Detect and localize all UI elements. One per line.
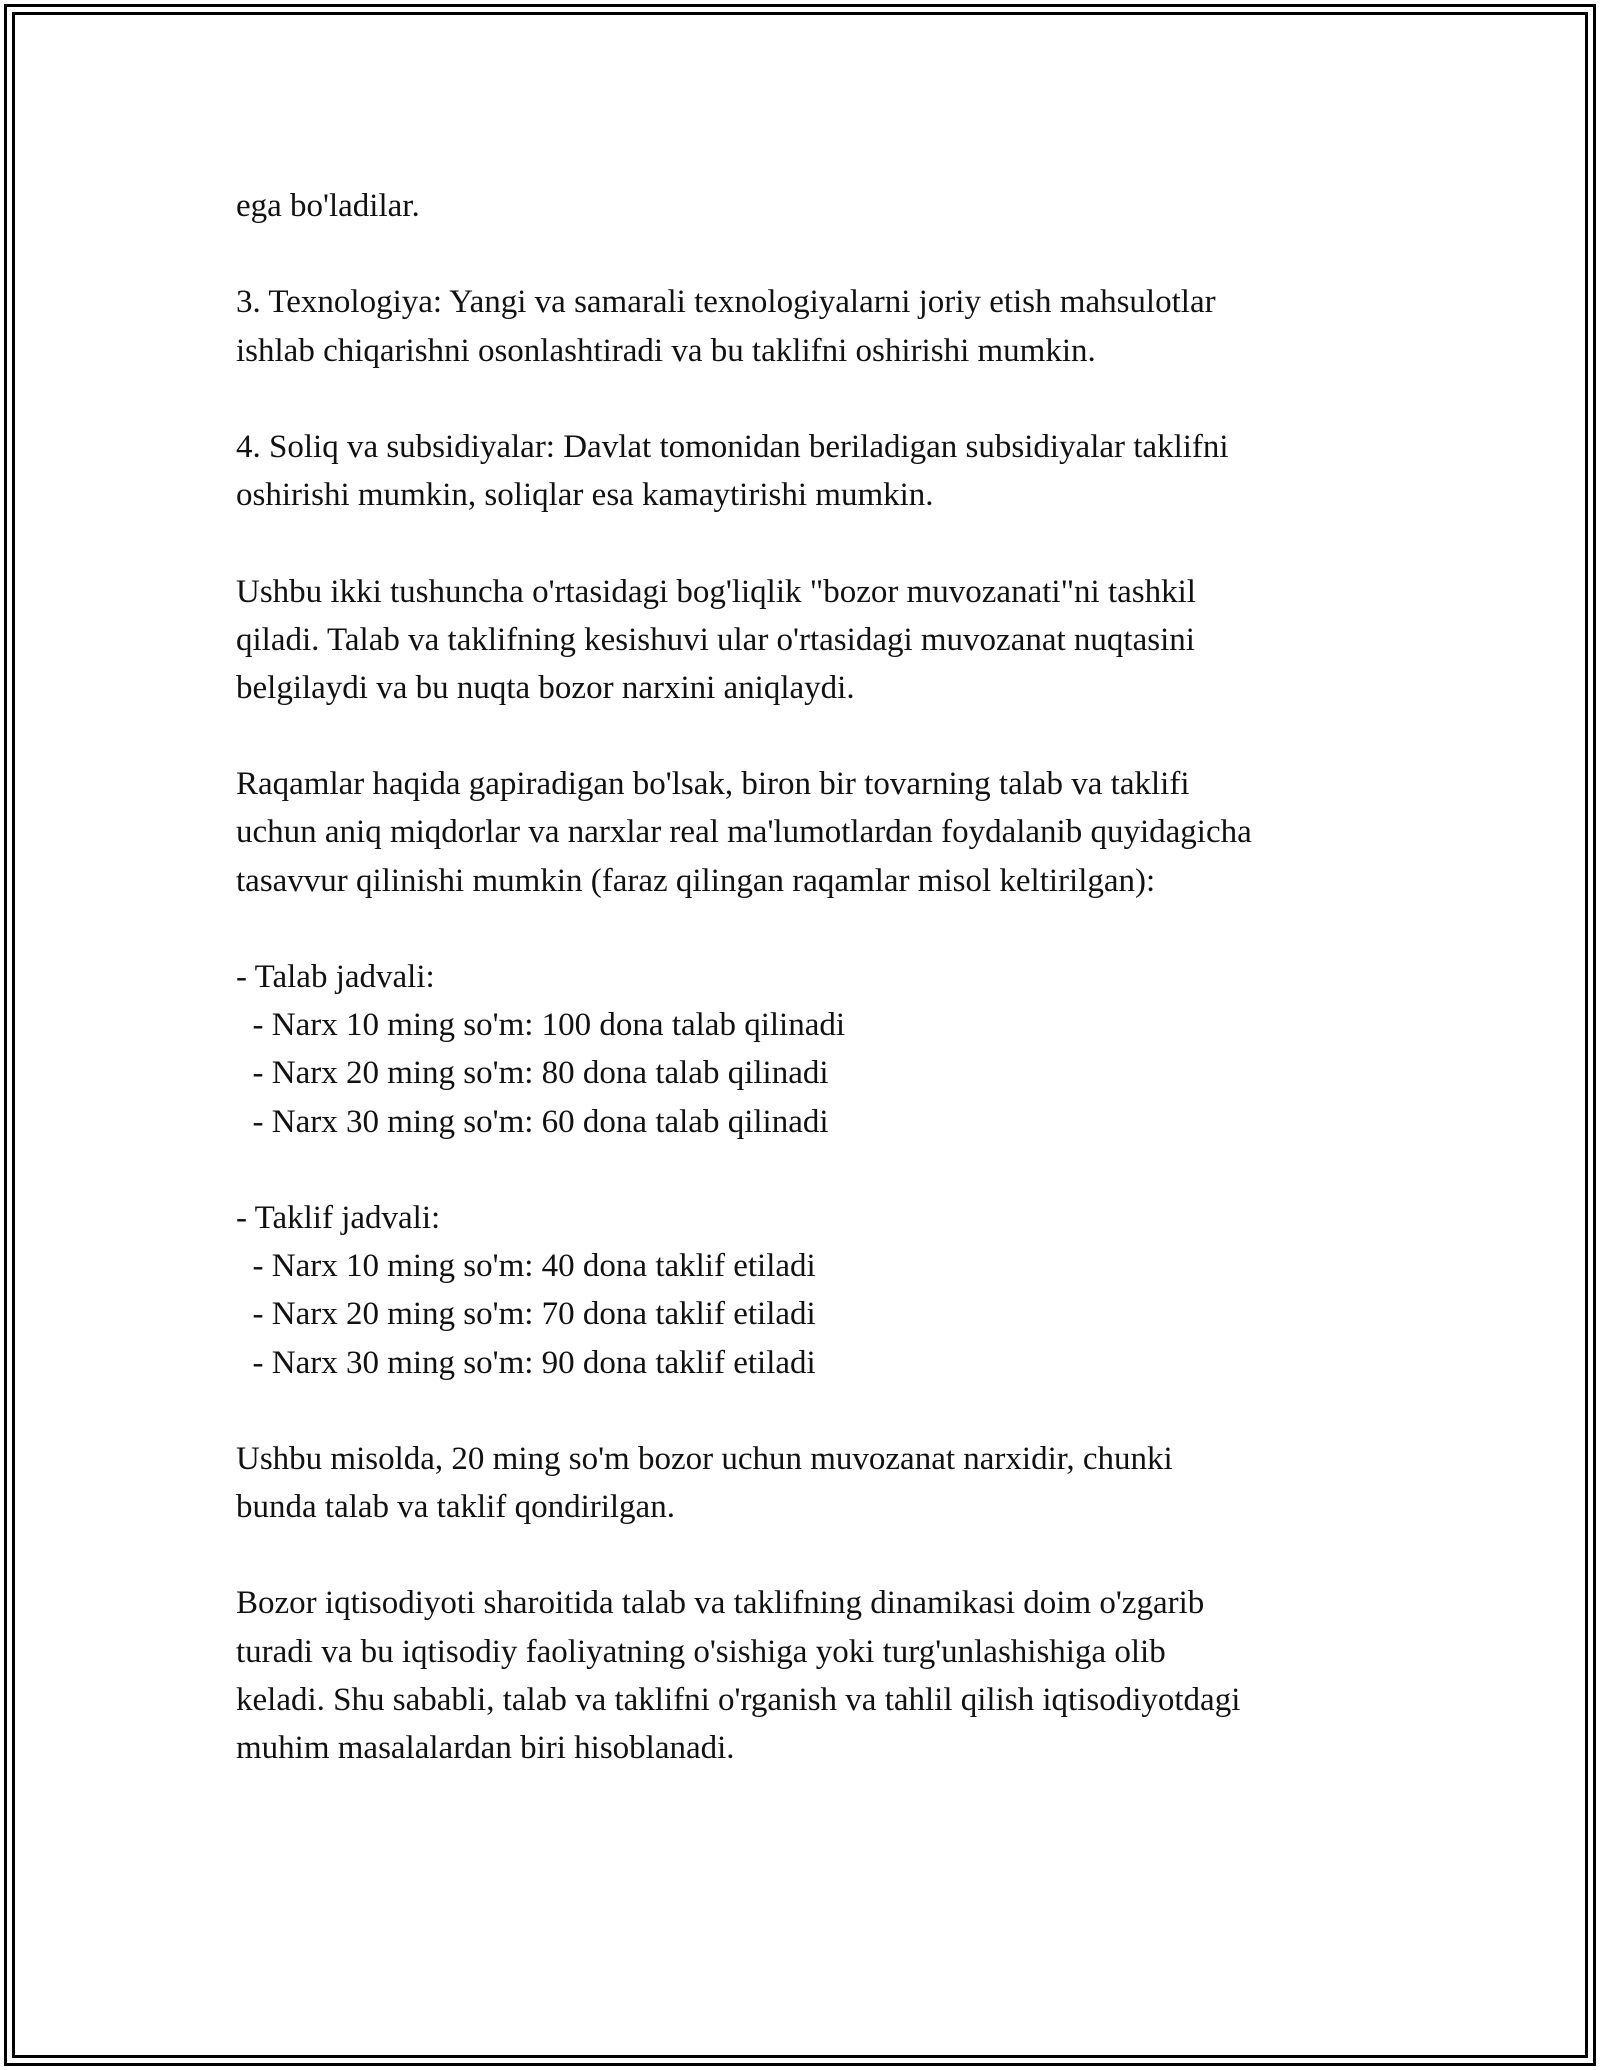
paragraph-equilibrium-example	[236, 1435, 1376, 1531]
text-line: bunda talab va taklif qondirilgan.	[236, 1489, 675, 1526]
list-heading: - Talab jadvali:	[236, 959, 435, 995]
document-body	[236, 182, 1376, 1772]
supply-schedule-list	[236, 1194, 1376, 1387]
paragraph-taxes-subsidies	[236, 423, 1376, 519]
text-line: uchun aniq miqdorlar va narxlar real ma'lumotlardan foydalanib quyidagicha	[236, 814, 1252, 851]
paragraph-conclusion	[236, 1579, 1376, 1772]
text-line: qiladi. Talab va taklifning kesishuvi ular o'rtasidagi muvozanat nuqtasini	[236, 621, 1195, 658]
text-line: turadi va bu iqtisodiy faoliyatning o'sishiga yoki turg'unlashishiga olib	[236, 1633, 1166, 1670]
text-line: Bozor iqtisodiyoti sharoitida talab va taklifning dinamikasi doim o'zgarib	[236, 1585, 1205, 1622]
text-line: muhim masalalardan biri hisoblanadi.	[236, 1730, 735, 1766]
paragraph-technology	[236, 278, 1376, 374]
text-line: Ushbu misolda, 20 ming so'm bozor uchun muvozanat narxidir, chunki	[236, 1440, 1173, 1477]
text-line: Raqamlar haqida gapiradigan bo'lsak, biron bir tovarning talab va taklifi	[236, 766, 1190, 803]
text-line: 3. Texnologiya: Yangi va samarali texnologiyalarni joriy etish mahsulotlar	[236, 284, 1216, 321]
text-line: tasavvur qilinishi mumkin (faraz qilingan raqamlar misol keltirilgan):	[236, 862, 1156, 899]
list-item: - Narx 20 ming so'm: 70 dona taklif etiladi	[236, 1296, 816, 1333]
text-line: belgilaydi va bu nuqta bozor narxini aniqlaydi.	[236, 669, 855, 706]
list-item: - Narx 10 ming so'm: 40 dona taklif etiladi	[236, 1248, 816, 1285]
demand-schedule-list	[236, 953, 1376, 1146]
text-line: 4. Soliq va subsidiyalar: Davlat tomonidan beriladigan subsidiyalar taklifni	[236, 428, 1229, 465]
text-line: Ushbu ikki tushuncha o'rtasidagi bog'liqlik "bozor muvozanati"ni tashkil	[236, 573, 1196, 610]
text-line: oshirishi mumkin, soliqlar esa kamaytirishi mumkin.	[236, 477, 934, 514]
text-line: keladi. Shu sababli, talab va taklifni o'rganish va tahlil qilish iqtisodiyotdagi	[236, 1681, 1241, 1718]
list-heading: - Taklif jadvali:	[236, 1199, 441, 1236]
paragraph-numbers-intro	[236, 760, 1376, 905]
list-item: - Narx 30 ming so'm: 60 dona talab qilinadi	[236, 1103, 829, 1140]
list-item: - Narx 30 ming so'm: 90 dona taklif etiladi	[236, 1344, 816, 1381]
text-line: ishlab chiqarishni osonlashtiradi va bu taklifni oshirishi mumkin.	[236, 332, 1096, 369]
list-item: - Narx 10 ming so'm: 100 dona talab qilinadi	[236, 1007, 846, 1044]
paragraph-continuation	[236, 182, 1376, 230]
text-line: ega bo'ladilar.	[236, 188, 420, 224]
paragraph-market-equilibrium	[236, 568, 1376, 713]
list-item: - Narx 20 ming so'm: 80 dona talab qilinadi	[236, 1055, 829, 1092]
